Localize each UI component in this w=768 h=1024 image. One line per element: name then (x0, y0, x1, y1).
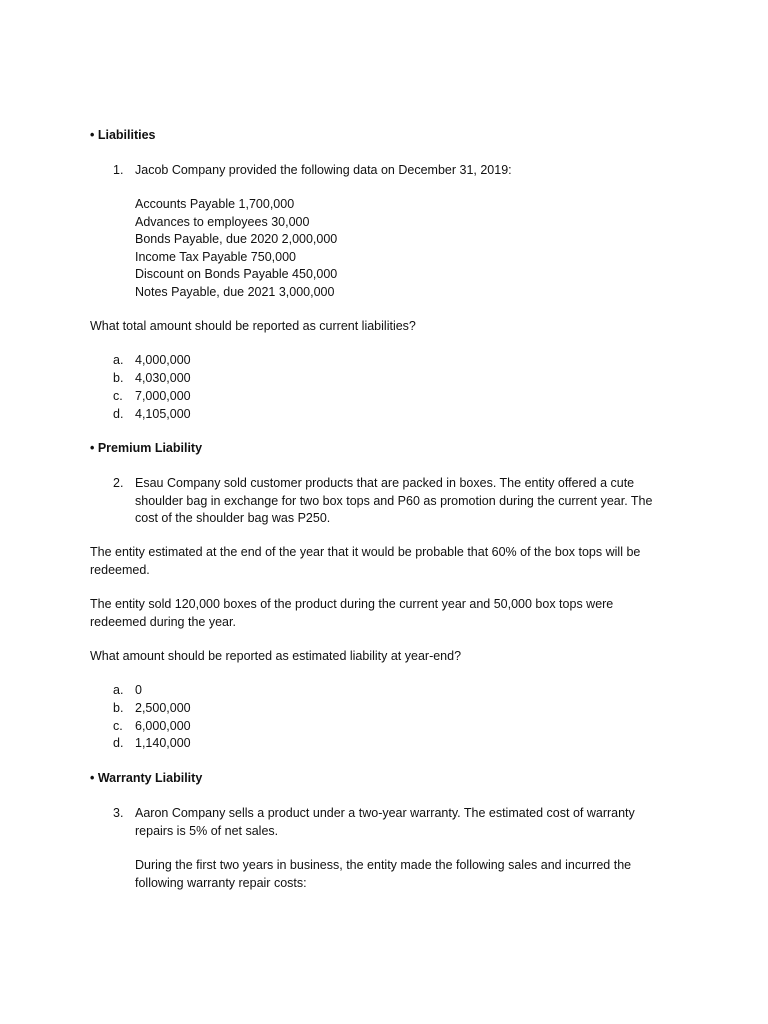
data-line: Discount on Bonds Payable 450,000 (135, 267, 338, 281)
paragraph-estimate (90, 544, 640, 579)
section-heading-warranty-liability: • Warranty Liability (90, 771, 203, 785)
option-text: 1,140,000 (135, 736, 191, 750)
option-text: 4,000,000 (135, 353, 191, 367)
option-letter: d. (113, 407, 124, 421)
paragraph-warranty-costs (135, 857, 631, 892)
data-line: Notes Payable, due 2021 3,000,000 (135, 284, 335, 299)
question-line: cost of the shoulder bag was P250. (135, 511, 331, 525)
paragraph-line: following warranty repair costs: (135, 875, 307, 890)
question-1-text: Jacob Company provided the following data on December 31, 2019: (135, 163, 512, 177)
question-3-text (135, 805, 635, 840)
section-heading-liabilities: • Liabilities (90, 128, 156, 142)
option-letter: c. (113, 719, 123, 733)
data-line: Advances to employees 30,000 (135, 214, 310, 229)
data-line: Income Tax Payable 750,000 (135, 249, 296, 264)
question-line: repairs is 5% of net sales. (135, 823, 279, 838)
question-number-3: 3. (113, 806, 124, 820)
question-number-2: 2. (113, 476, 124, 490)
paragraph-sales (90, 596, 613, 631)
option-text: 2,500,000 (135, 701, 191, 715)
option-text: 0 (135, 683, 142, 697)
question-2-prompt: What amount should be reported as estimated liability at year-end? (90, 649, 462, 663)
data-line: Accounts Payable 1,700,000 (135, 197, 295, 211)
paragraph-line: The entity estimated at the end of the year that it would be probable that 60% of the box tops will be (90, 545, 641, 559)
paragraph-line: redeemed. (90, 562, 150, 577)
question-number-1: 1. (113, 163, 124, 177)
section-heading-premium-liability: • Premium Liability (90, 441, 203, 455)
option-letter: d. (113, 736, 124, 750)
paragraph-line: The entity sold 120,000 boxes of the product during the current year and 50,000 box tops were (90, 597, 614, 611)
option-text: 4,030,000 (135, 371, 191, 385)
question-line: shoulder bag in exchange for two box tops and P60 as promotion during the current year. The (135, 493, 653, 508)
option-letter: a. (113, 683, 124, 697)
option-letter: a. (113, 353, 124, 367)
option-text: 7,000,000 (135, 389, 191, 403)
paragraph-line: During the first two years in business, the entity made the following sales and incurred the (135, 858, 632, 872)
question-line: Aaron Company sells a product under a two-year warranty. The estimated cost of warranty (135, 806, 635, 820)
option-text: 6,000,000 (135, 719, 191, 733)
data-list (135, 196, 337, 301)
paragraph-line: redeemed during the year. (90, 614, 236, 629)
option-text: 4,105,000 (135, 407, 191, 421)
option-letter: b. (113, 371, 124, 385)
question-line: Esau Company sold customer products that are packed in boxes. The entity offered a cute (135, 476, 635, 490)
data-line: Bonds Payable, due 2020 2,000,000 (135, 232, 338, 246)
option-letter: b. (113, 701, 124, 715)
question-1-prompt: What total amount should be reported as current liabilities? (90, 319, 416, 333)
question-2-text (135, 475, 652, 528)
option-letter: c. (113, 389, 123, 403)
